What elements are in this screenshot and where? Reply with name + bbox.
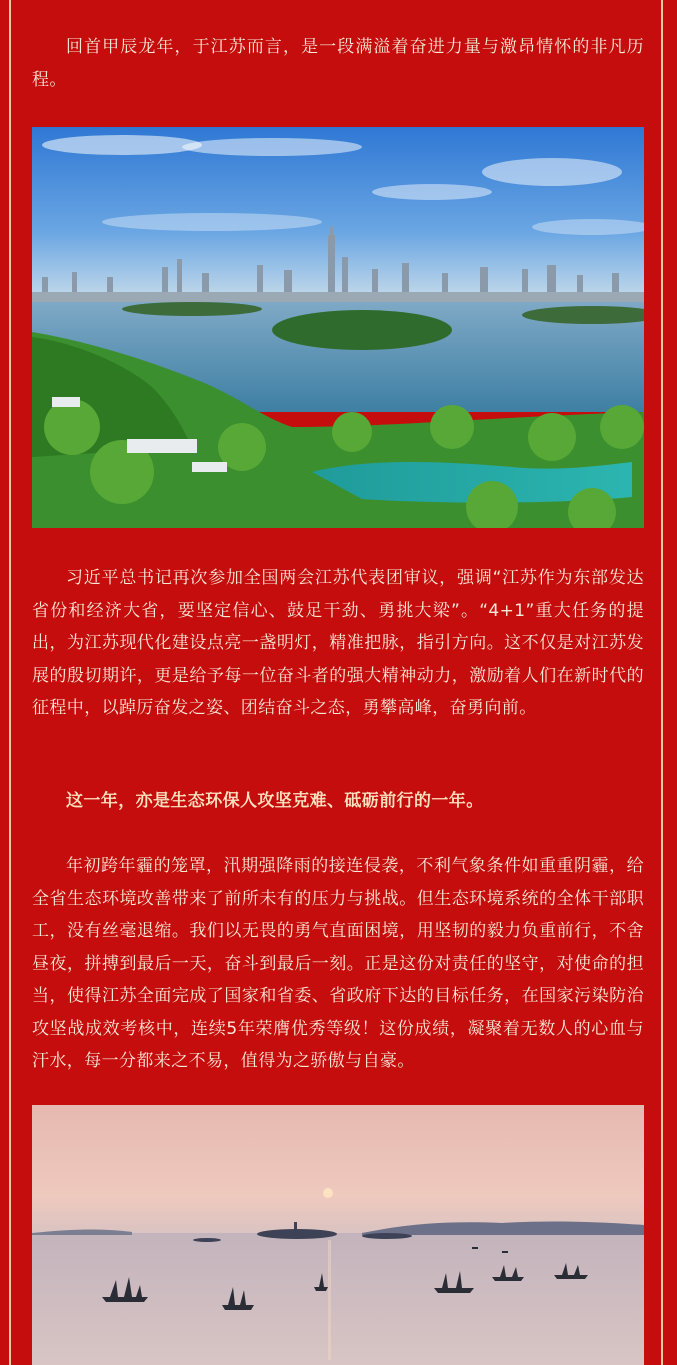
frame-right-line [661, 0, 663, 1365]
highlight-paragraph: 这一年，亦是生态环保人攻坚克难、砥砺前行的一年。 [66, 791, 484, 811]
xi-visit-paragraph: 习近平总书记再次参加全国两会江苏代表团审议，强调“江苏作为东部发达省份和经济大省，要坚定信心、鼓足干劲、勇挑大梁”。“4+1”重大任务的提出，为江苏现代化建设点亮一盏明灯，精准把脉，指引方向。这不仅是对江苏发展的殷切期许，更是给予每一位奋斗者的强大精神动力，激励着人们在新时代的征程中，以踔厉奋发之姿、团结奋斗之态，勇攀高峰，奋勇向前。 [32, 568, 644, 718]
intro-paragraph: 回首甲辰龙年，于江苏而言，是一段满溢着奋进力量与激昂情怀的非凡历程。 [32, 37, 644, 90]
city-lake-photo [32, 127, 644, 528]
sunset-lake-photo [32, 1105, 644, 1365]
challenges-paragraph: 年初跨年霾的笼罩，汛期强降雨的接连侵袭，不利气象条件如重重阴霾，给全省生态环境改善带来了前所未有的压力与挑战。但生态环境系统的全体干部职工，没有丝毫退缩。我们以无畏的勇气直面困境，用坚韧的毅力负重前行，不舍昼夜，拼搏到最后一天，奋斗到最后一刻。正是这份对责任的坚守，对使命的担当，使得江苏全面完成了国家和省委、省政府下达的目标任务，在国家污染防治攻坚战成效考核中，连续5年荣膺优秀等级！这份成绩，凝聚着无数人的心血与汗水，每一分都来之不易，值得为之骄傲与自豪。 [32, 856, 644, 1071]
frame-left-line [9, 0, 11, 1365]
